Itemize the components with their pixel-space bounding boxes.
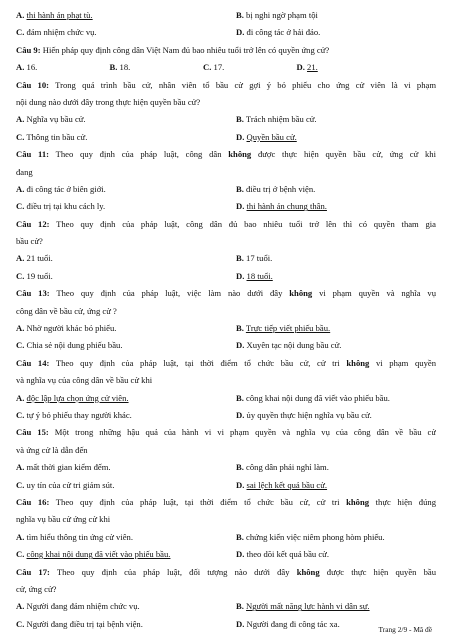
answer-option[interactable] bbox=[16, 129, 236, 146]
answer-option[interactable] bbox=[16, 529, 236, 546]
answer-option[interactable] bbox=[236, 407, 436, 424]
question-text: Theo quy định của pháp luật, tại thời điểm tổ chức bầu cử, cử tri bbox=[55, 357, 340, 368]
option-letter: D. bbox=[236, 618, 245, 629]
option-row bbox=[16, 59, 436, 76]
answer-option[interactable] bbox=[297, 59, 391, 76]
question-text: thực hiện đúng bbox=[375, 496, 436, 507]
question-text: Theo quy định của pháp luật, công dân bbox=[55, 149, 222, 160]
option-letter: D. bbox=[236, 340, 245, 351]
question-emphasis: không bbox=[289, 288, 313, 299]
answer-option[interactable] bbox=[16, 337, 236, 354]
question-text: Theo quy định của pháp luật, công dân đủ bao nhiêu tuổi trở lên thì có quyền tham gia bbox=[56, 218, 436, 229]
answer-option[interactable] bbox=[16, 268, 236, 285]
option-text: đi công tác ở hải đảo. bbox=[246, 27, 321, 38]
question-text: Theo quy định của pháp luật, đối tượng nào dưới đây bbox=[56, 566, 290, 577]
option-letter: C. bbox=[16, 201, 25, 212]
answer-option[interactable] bbox=[236, 181, 436, 198]
option-text-selected: Người mất năng lực hành vi dân sự. bbox=[246, 601, 370, 612]
option-text: điều trị tại khu cách ly. bbox=[26, 201, 106, 212]
question-number: Câu 16: bbox=[16, 496, 50, 507]
answer-option[interactable] bbox=[16, 198, 236, 215]
answer-option[interactable] bbox=[236, 320, 436, 337]
question-number: Câu 17: bbox=[16, 566, 50, 577]
question-stem bbox=[16, 42, 436, 59]
option-letter: B. bbox=[236, 462, 244, 473]
question-number: Câu 12: bbox=[16, 218, 50, 229]
option-letter: B. bbox=[109, 62, 118, 73]
option-row bbox=[16, 390, 436, 407]
option-text: Thông tin bầu cử. bbox=[26, 131, 88, 142]
option-letter: D. bbox=[236, 131, 245, 142]
option-text: 17 tuổi. bbox=[246, 253, 273, 264]
option-letter: B. bbox=[236, 183, 244, 194]
option-text-selected: thi hành án phạt tù. bbox=[26, 10, 93, 20]
option-letter: B. bbox=[236, 601, 244, 612]
answer-option[interactable] bbox=[16, 59, 110, 76]
option-row bbox=[16, 268, 436, 285]
option-text: Nhờ người khác bỏ phiếu. bbox=[26, 323, 117, 334]
option-row bbox=[16, 7, 436, 24]
option-row bbox=[16, 407, 436, 424]
answer-option[interactable] bbox=[236, 529, 436, 546]
answer-option[interactable] bbox=[16, 390, 236, 407]
answer-option[interactable] bbox=[236, 546, 436, 563]
option-row bbox=[16, 24, 436, 41]
question-stem bbox=[16, 216, 436, 233]
option-letter: B. bbox=[236, 323, 244, 334]
option-text-selected: độc lập lựa chọn ứng cử viên. bbox=[26, 392, 129, 403]
option-text-selected: công khai nội dung đã viết vào phiếu bầu. bbox=[26, 549, 171, 560]
page-footer: Trang 2/9 - Mã đề bbox=[378, 625, 432, 634]
option-row bbox=[16, 129, 436, 146]
question-text: được thực hiện quyền bầu bbox=[326, 566, 436, 577]
option-row bbox=[16, 529, 436, 546]
option-text: công khai nội dung đã viết vào phiếu bầu. bbox=[246, 392, 390, 403]
option-row bbox=[16, 477, 436, 494]
option-letter: C. bbox=[16, 340, 25, 351]
answer-option[interactable] bbox=[236, 7, 436, 24]
question-list bbox=[16, 7, 436, 633]
option-letter: D. bbox=[236, 270, 245, 281]
question-number: Câu 9: bbox=[16, 44, 41, 55]
question-text-cont: nội dung nào dưới đây trong thực hiện quyền bầu cử? bbox=[16, 96, 201, 107]
option-letter: A. bbox=[16, 183, 25, 194]
option-letter: C. bbox=[16, 549, 25, 560]
option-letter: C. bbox=[16, 618, 25, 629]
question-stem bbox=[16, 146, 436, 163]
question-stem bbox=[16, 494, 436, 511]
answer-option[interactable] bbox=[16, 24, 236, 41]
answer-option[interactable] bbox=[16, 477, 236, 494]
answer-option[interactable] bbox=[236, 250, 436, 267]
question-stem bbox=[16, 355, 436, 372]
question-emphasis: không bbox=[346, 496, 370, 507]
option-letter: B. bbox=[236, 531, 244, 542]
option-letter: A. bbox=[16, 253, 25, 264]
answer-option[interactable] bbox=[16, 7, 236, 24]
option-text: Chia sẻ nội dung phiếu bầu. bbox=[26, 340, 123, 351]
question-text-cont: công dân về bầu cử, ứng cử ? bbox=[16, 305, 117, 316]
option-text: Người đang đi công tác xa. bbox=[246, 618, 340, 629]
answer-option[interactable] bbox=[16, 320, 236, 337]
option-text: Người đang điều trị tại bệnh viện. bbox=[26, 618, 143, 629]
option-letter: C. bbox=[16, 131, 25, 142]
question-number: Câu 10: bbox=[16, 79, 50, 90]
option-letter: A. bbox=[16, 62, 25, 73]
question-text-cont: đang bbox=[16, 166, 33, 177]
answer-option[interactable] bbox=[16, 111, 236, 128]
option-letter: D. bbox=[236, 549, 245, 560]
option-letter: A. bbox=[16, 601, 25, 612]
option-letter: C. bbox=[203, 62, 212, 73]
answer-option[interactable] bbox=[110, 59, 204, 76]
option-text-selected: 18 tuổi. bbox=[246, 270, 273, 281]
option-text-selected: Trực tiếp viết phiếu bầu. bbox=[245, 323, 331, 334]
option-letter: D. bbox=[236, 409, 245, 420]
option-letter: C. bbox=[16, 270, 25, 281]
option-text: 17. bbox=[213, 62, 225, 73]
answer-option[interactable] bbox=[236, 459, 436, 476]
question-emphasis: không bbox=[346, 357, 370, 368]
answer-option[interactable] bbox=[236, 24, 436, 41]
question-number: Câu 13: bbox=[16, 288, 50, 299]
option-letter: C. bbox=[16, 27, 25, 38]
question-text: vi phạm quyền bbox=[375, 357, 436, 368]
option-text: ủy quyền thực hiện nghĩa vụ bầu cử. bbox=[246, 409, 372, 420]
option-text-selected: sai lệch kết quả bầu cử. bbox=[246, 479, 328, 490]
question-text-cont: và nghĩa vụ của công dân về bầu cử khi bbox=[16, 375, 153, 386]
option-text: Nghĩa vụ bầu cử. bbox=[26, 114, 86, 125]
option-row bbox=[16, 616, 436, 633]
answer-option[interactable] bbox=[236, 129, 436, 146]
question-text: Trong quá trình bầu cử, nhân viên tổ bầu cử gợi ý bỏ phiếu cho ứng cử viên là vi phạm bbox=[55, 79, 436, 90]
option-text: tìm hiểu thông tin ứng cử viên. bbox=[26, 531, 133, 542]
option-letter: A. bbox=[16, 392, 25, 403]
answer-option[interactable] bbox=[16, 181, 236, 198]
option-text: uy tín của cử tri giảm sút. bbox=[26, 479, 115, 490]
option-row bbox=[16, 198, 436, 215]
option-text: Người đang đảm nhiệm chức vụ. bbox=[26, 601, 140, 612]
question-text: Theo quy định của pháp luật, việc làm nào dưới đây bbox=[56, 288, 283, 299]
answer-option[interactable] bbox=[16, 616, 236, 633]
question-text-cont: cử, ứng cử? bbox=[16, 583, 57, 594]
question-text-cont: bầu cử? bbox=[16, 236, 43, 247]
option-text: 19 tuổi. bbox=[26, 270, 53, 281]
answer-option[interactable] bbox=[236, 598, 436, 615]
question-number: Câu 14: bbox=[16, 357, 50, 368]
question-stem bbox=[16, 564, 436, 581]
option-letter: A. bbox=[16, 10, 25, 20]
answer-option[interactable] bbox=[203, 59, 297, 76]
answer-option[interactable] bbox=[16, 598, 236, 615]
option-letter: A. bbox=[16, 531, 25, 542]
question-stem bbox=[16, 285, 436, 302]
question-text: Hiến pháp quy định công dân Việt Nam đủ bao nhiêu tuổi trở lên có quyền ứng cử? bbox=[42, 44, 330, 55]
question-stem bbox=[16, 424, 436, 441]
answer-option[interactable] bbox=[236, 390, 436, 407]
option-text-selected: 21. bbox=[307, 62, 318, 73]
answer-option[interactable] bbox=[236, 477, 436, 494]
question-text: được thực hiện quyền bầu cử, ứng cử khi bbox=[257, 149, 436, 160]
option-letter: A. bbox=[16, 114, 25, 125]
question-emphasis: không bbox=[228, 149, 252, 160]
answer-option[interactable] bbox=[236, 268, 436, 285]
option-text: chứng kiến việc niêm phong hòm phiếu. bbox=[246, 531, 385, 542]
option-letter: D. bbox=[236, 201, 245, 212]
option-letter: A. bbox=[16, 462, 25, 473]
answer-option[interactable] bbox=[16, 459, 236, 476]
option-text: Xuyên tạc nội dung bầu cử. bbox=[246, 340, 342, 351]
option-letter: B. bbox=[236, 10, 244, 20]
option-text: 16. bbox=[26, 62, 38, 73]
option-letter: D. bbox=[236, 479, 245, 490]
option-row bbox=[16, 250, 436, 267]
answer-option[interactable] bbox=[236, 198, 436, 215]
option-text: công dân phải nghỉ làm. bbox=[246, 462, 329, 473]
question-text: vi phạm quyền và nghĩa vụ bbox=[319, 288, 436, 299]
question-text: Theo quy định của pháp luật, tại thời điểm tổ chức bầu cử, cử tri bbox=[55, 496, 340, 507]
option-letter: C. bbox=[16, 479, 25, 490]
option-letter: D. bbox=[296, 62, 305, 73]
question-text: Một trong những hậu quả của hành vi vi phạm quyền và nghĩa vụ của công dân về bầu cử bbox=[54, 427, 436, 438]
option-letter: C. bbox=[16, 409, 25, 420]
option-text: điều trị ở bệnh viện. bbox=[246, 183, 316, 194]
option-row bbox=[16, 546, 436, 563]
question-number: Câu 11: bbox=[16, 149, 50, 160]
answer-option[interactable] bbox=[16, 546, 236, 563]
option-text: đảm nhiệm chức vụ. bbox=[26, 27, 97, 38]
option-text: Trách nhiệm bầu cử. bbox=[245, 114, 317, 125]
option-text: 18. bbox=[119, 62, 131, 73]
option-text: đi công tác ở biên giới. bbox=[26, 183, 106, 194]
option-text-selected: thi hành án chung thân. bbox=[246, 201, 327, 212]
option-row bbox=[16, 598, 436, 615]
option-letter: B. bbox=[236, 114, 244, 125]
option-letter: B. bbox=[236, 253, 244, 264]
option-letter: B. bbox=[236, 392, 244, 403]
option-row bbox=[16, 181, 436, 198]
question-number: Câu 15: bbox=[16, 427, 49, 438]
question-text-cont: nghĩa vụ bầu cử ứng cử khi bbox=[16, 514, 111, 525]
question-emphasis: không bbox=[296, 566, 320, 577]
option-text: theo dõi kết quả bầu cử. bbox=[246, 549, 329, 560]
option-row bbox=[16, 337, 436, 354]
option-text: 21 tuổi. bbox=[26, 253, 53, 264]
option-text-selected: Quyền bầu cử. bbox=[246, 131, 297, 142]
option-text: bị nghi ngờ phạm tội bbox=[246, 10, 318, 20]
question-stem bbox=[16, 77, 436, 94]
option-letter: D. bbox=[236, 27, 245, 38]
option-letter: A. bbox=[16, 323, 25, 334]
answer-option[interactable] bbox=[236, 111, 436, 128]
question-text-cont: và ứng cử là dẫn đến bbox=[16, 444, 88, 455]
option-text: tự ý bỏ phiếu thay người khác. bbox=[26, 409, 132, 420]
answer-option[interactable] bbox=[16, 250, 236, 267]
option-text: mất thời gian kiểm đếm. bbox=[26, 462, 111, 473]
answer-option[interactable] bbox=[16, 407, 236, 424]
option-row bbox=[16, 111, 436, 128]
answer-option[interactable] bbox=[236, 337, 436, 354]
option-row bbox=[16, 459, 436, 476]
option-row bbox=[16, 320, 436, 337]
